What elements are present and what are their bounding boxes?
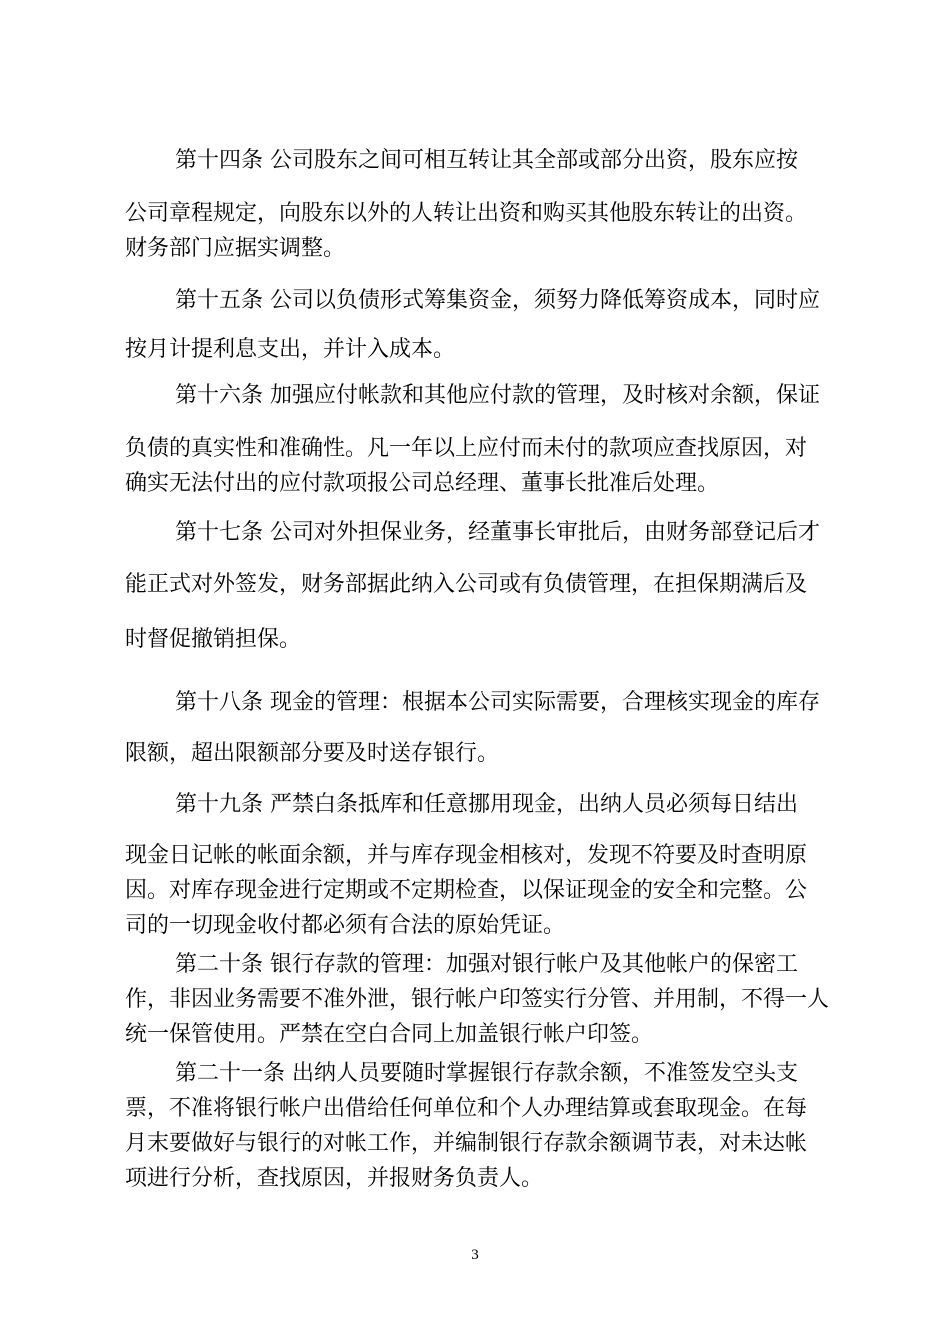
document-page: 第十四条 公司股东之间可相互转让其全部或部分出资，股东应按 公司章程规定，向股东以外的人转让出资和购买其他股东转让的出资。 财务部门应据实调整。 第十五条 公司以负债形式筹集资金，须努力降低筹资成本，同时应 按月计提利息支出，并计入成本。 第十六条 加强应付帐款和其他应付款的管理，及时核对余额，保证 负债的真实性和准确性。凡一年以上应付而未付的款项应查找原因，对 确实无法付出的应付款项报公司总经理、董事长批准后处理。 第十七条 公司对外担保业务，经董事长审批后，由财务部登记后才 能正式对外签发，财务部据此纳入公司或有负债管理，在担保期满后及 时督促撤销担保。 第十八条 现金的管理：根据本公司实际需要，合理核实现金的库存 限额，超出限额部分要及时送存银行。 第十九条 严禁白条抵库和任意挪用现金，出纳人员必须每日结出 现金日记帐的帐面余额，并与库存现金相核对，发现不符要及时查明原 因。对库存现金进行定期或不定期检查，以保证现金的安全和完整。公 司的一切现金收付都必须有合法的原始凭证。 第二十条 银行存款的管理：加强对银行帐户及其他帐户的保密工 作，非因业务需要不准外泄，银行帐户印签实行分管、并用制，不得一人 统一保管使用。严禁在空白合同上加盖银行帐户印签。 第二十一条 出纳人员要随时掌握银行存款余额，不准签发空头支 票，不准将银行帐户出借给任何单位和个人办理结算或套取现金。在每 月末要做好与银行的对帐工作，并编制银行存款余额调节表，对未达帐 项进行分析，查找原因，并报财务负责人。 3 [0,0,950,1344]
page-number: 3 [471,1247,479,1263]
